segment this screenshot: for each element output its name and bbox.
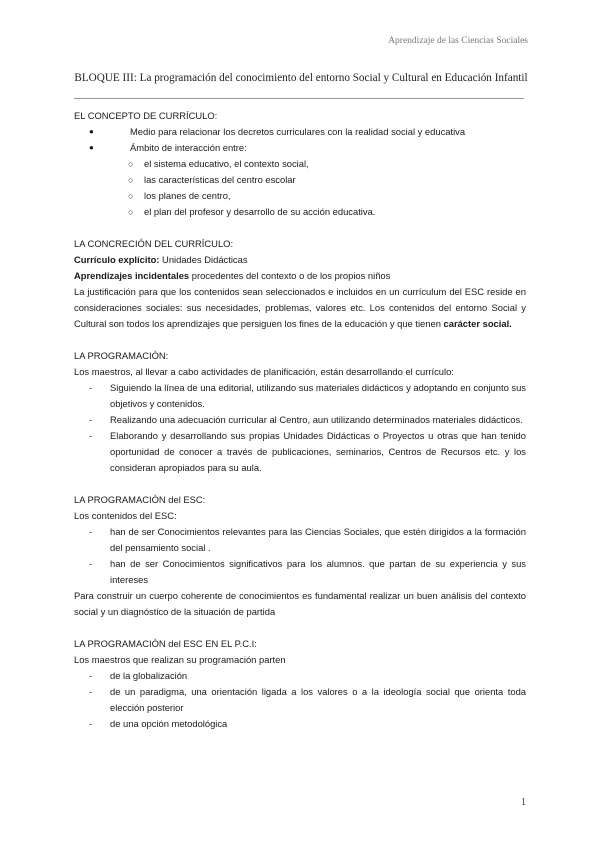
label-bold: Aprendizajes incidentales — [74, 270, 190, 281]
text: procedentes del contexto o de los propios niños — [189, 270, 391, 281]
list-item: - han de ser Conocimientos relevantes para las Ciencias Sociales, que estén dirigidos a la formación del pensamiento social . — [74, 524, 526, 556]
dash-list — [74, 524, 526, 588]
list-item: - Realizando una adecuación curricular al Centro, aun utilizando determinados materiales didácticos. — [74, 412, 526, 428]
closing-paragraph: Para construir un cuerpo coherente de conocimientos es fundamental realizar un buen análisis del contexto social y un diagnóstico de la situación de partida — [74, 590, 526, 617]
list-item: - de una opción metodológica — [74, 716, 526, 732]
page-number: 1 — [521, 797, 526, 808]
label-bold: Currículo explícito: — [74, 254, 160, 265]
intro-paragraph: Los contenidos del ESC: — [74, 510, 177, 521]
text-bold: carácter social. — [443, 318, 512, 329]
section-heading: LA PROGRAMACIÓN del ESC EN EL P.C.I: — [74, 638, 257, 649]
list-item: - de la globalización — [74, 668, 526, 684]
document-title: BLOQUE III: La programación del conocimiento del entorno Social y Cultural en Educación Infantil — [74, 72, 528, 84]
aprendizajes-incidentales — [74, 268, 526, 284]
intro-paragraph: Los maestros, al llevar a cabo actividades de planificación, están desarrollando el currículo: — [74, 366, 454, 377]
document-body — [74, 108, 526, 732]
section-programacion-esc — [74, 492, 526, 620]
section-concepto — [74, 108, 526, 220]
list-item: - de un paradigma, una orientación ligada a los valores o a la ideología social que orienta toda elección posterior — [74, 684, 526, 716]
section-concrecion — [74, 236, 526, 332]
list-item: - Elaborando y desarrollando sus propias Unidades Didácticas o Proyectos u otras que han tenido oportunidad de conocer a través de publicaciones, seminarios, Centros de Recursos etc. y los consideran apropiados para su aula. — [74, 428, 526, 476]
list-item: ● Medio para relacionar los decretos curriculares con la realidad social y educativa — [74, 124, 526, 140]
running-header: Aprendizaje de las Ciencias Sociales — [388, 36, 528, 46]
curriculo-explicito — [74, 252, 526, 268]
title-divider — [74, 98, 524, 99]
section-heading: LA CONCRECIÓN DEL CURRÍCULO: — [74, 238, 234, 249]
bullet-list — [74, 124, 526, 156]
list-item: ○ el sistema educativo, el contexto social, — [74, 156, 526, 172]
section-heading: LA PROGRAMACIÓN: — [74, 350, 169, 361]
list-item: ○ las características del centro escolar — [74, 172, 526, 188]
list-item: - han de ser Conocimientos significativos para los alumnos. que partan de su experiencia y sus intereses — [74, 556, 526, 588]
section-programacion-pci — [74, 636, 526, 732]
section-programacion — [74, 348, 526, 476]
text: Unidades Didácticas — [159, 254, 248, 265]
list-item: ● Ámbito de interacción entre: — [74, 140, 526, 156]
intro-paragraph: Los maestros que realizan su programación parten — [74, 654, 286, 665]
list-item: ○ el plan del profesor y desarrollo de su acción educativa. — [74, 204, 526, 220]
list-item: ○ los planes de centro, — [74, 188, 526, 204]
list-item: - Siguiendo la línea de una editorial, utilizando sus materiales didácticos y adoptando en conjunto sus objetivos y contenidos. — [74, 380, 526, 412]
section-heading: EL CONCEPTO DE CURRÍCULO: — [74, 110, 218, 121]
justificacion-paragraph — [74, 284, 526, 332]
text: La justificación para que los contenidos sean seleccionados e incluidos en un currículum del ESC reside en consideraciones sociales: sus necesidades, problemas, valores etc. Los contenidos del entorno Social y Cultural son todos los aprendizajes que persiguen los fines de la educación y que tienen — [74, 286, 526, 329]
dash-list — [74, 668, 526, 732]
dash-list — [74, 380, 526, 476]
section-heading: LA PROGRAMACIÓN del ESC: — [74, 494, 206, 505]
sub-list — [74, 156, 526, 220]
